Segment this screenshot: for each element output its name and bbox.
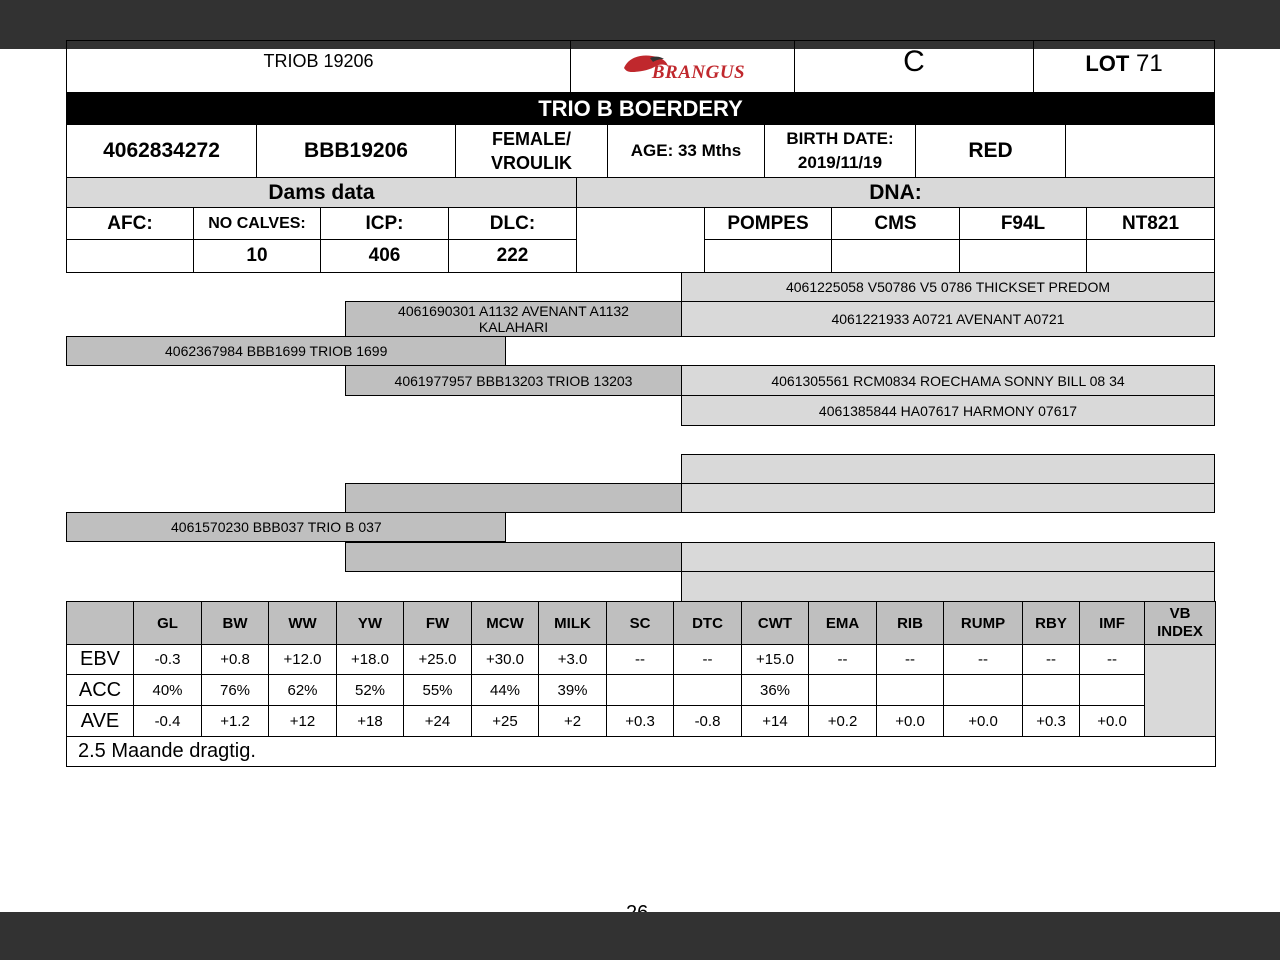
- ebv-value: -0.4: [134, 706, 202, 737]
- ebv-value: +18: [337, 706, 404, 737]
- remark: 2.5 Maande dragtig.: [67, 737, 1216, 767]
- vb-index-line-2: INDEX: [1157, 623, 1203, 640]
- dams-header-no-calves: NO CALVES:: [193, 207, 321, 240]
- viewer-bottom-bar: [0, 912, 1280, 960]
- dams-value-dlc: 222: [448, 239, 577, 273]
- ebv-col-header: RUMP: [944, 602, 1023, 645]
- ebv-value: 36%: [742, 675, 809, 706]
- pedigree-sire-sire-dam: 4061221933 A0721 AVENANT A0721: [681, 301, 1215, 337]
- ebv-value: --: [1023, 645, 1080, 675]
- ebv-value: 44%: [472, 675, 539, 706]
- birth-date-label: BIRTH DATE:: [786, 129, 894, 148]
- dna-header-nt821: NT821: [1086, 207, 1215, 240]
- vb-index-line-1: VB: [1169, 605, 1191, 622]
- ebv-value: +25: [472, 706, 539, 737]
- ebv-value: --: [809, 645, 877, 675]
- sex-line-1: FEMALE/: [492, 129, 571, 149]
- ebv-value: +0.0: [944, 706, 1023, 737]
- ebv-value: -0.8: [674, 706, 742, 737]
- ebv-col-header: YW: [337, 602, 404, 645]
- ebv-col-header-vb-index: [1145, 602, 1216, 645]
- ebv-value: +24: [404, 706, 472, 737]
- farm-title: TRIO B BOERDERY: [66, 92, 1215, 125]
- ebv-table: [66, 601, 1216, 767]
- pedigree-sire-dam-sire: 4061305561 RCM0834 ROECHAMA SONNY BILL 08 34: [681, 365, 1215, 396]
- ebv-col-header: GL: [134, 602, 202, 645]
- ebv-col-header: MILK: [539, 602, 607, 645]
- lot-label: LOT: [1085, 50, 1130, 76]
- lot-number: 71: [1135, 49, 1163, 77]
- pedigree-dam-dam: [345, 542, 682, 572]
- animal-ear-tag: BBB19206: [256, 124, 456, 178]
- grade: C: [903, 44, 925, 78]
- dams-header-dlc: DLC:: [448, 207, 577, 240]
- ebv-col-header: IMF: [1080, 602, 1145, 645]
- ebv-col-header: WW: [269, 602, 337, 645]
- ebv-value: 52%: [337, 675, 404, 706]
- pedigree-sire: 4062367984 BBB1699 TRIOB 1699: [66, 336, 506, 366]
- dna-value-cms: [831, 239, 960, 273]
- brangus-logo: [620, 46, 745, 84]
- dna-header-f94l: F94L: [959, 207, 1087, 240]
- ebv-col-header: RBY: [1023, 602, 1080, 645]
- ebv-value: 62%: [269, 675, 337, 706]
- ebv-value: --: [607, 645, 674, 675]
- ebv-value: +12.0: [269, 645, 337, 675]
- ebv-value: [944, 675, 1023, 706]
- ebv-value: [607, 675, 674, 706]
- dams-value-afc: [66, 239, 194, 273]
- ebv-col-header: FW: [404, 602, 472, 645]
- pedigree-sire-sire-sire: 4061225058 V50786 V5 0786 THICKSET PREDOM: [681, 272, 1215, 302]
- pedigree-sire-sire: 4061690301 A1132 AVENANT A1132 KALAHARI: [345, 301, 682, 337]
- dna-empty-cell: [576, 207, 705, 273]
- ebv-row: [67, 645, 1216, 675]
- ebv-col-header: MCW: [472, 602, 539, 645]
- ebv-value: +0.0: [1080, 706, 1145, 737]
- ebv-value: +25.0: [404, 645, 472, 675]
- ebv-col-header: SC: [607, 602, 674, 645]
- ebv-value: --: [944, 645, 1023, 675]
- pedigree-sire-dam: 4061977957 BBB13203 TRIOB 13203: [345, 365, 682, 396]
- birth-date-value: 2019/11/19: [797, 153, 883, 172]
- ebv-value: +1.2: [202, 706, 269, 737]
- animal-id-number: 4062834272: [66, 124, 257, 178]
- pedigree-dam-dam-sire: [681, 542, 1215, 572]
- ebv-row: [67, 706, 1216, 737]
- ebv-remark-row: [67, 737, 1216, 767]
- animal-sex: [455, 124, 608, 178]
- ebv-col-header: DTC: [674, 602, 742, 645]
- ebv-value: +12: [269, 706, 337, 737]
- ebv-value: -0.3: [134, 645, 202, 675]
- ebv-value: +0.0: [877, 706, 944, 737]
- animal-colour: RED: [915, 124, 1066, 178]
- pedigree-dam-sire: [345, 483, 682, 513]
- triob-code: TRIOB 19206: [263, 51, 374, 71]
- dna-title: DNA:: [576, 177, 1215, 208]
- ebv-corner-cell: [67, 602, 134, 645]
- dams-header-afc: AFC:: [66, 207, 194, 240]
- ebv-value: --: [1080, 645, 1145, 675]
- ebv-value: +0.8: [202, 645, 269, 675]
- brangus-logo-text: BRANGUS: [651, 61, 746, 83]
- ebv-row-label: EBV: [67, 645, 134, 675]
- ebv-value: [809, 675, 877, 706]
- animal-empty-cell: [1065, 124, 1215, 178]
- ebv-value: +30.0: [472, 645, 539, 675]
- ebv-table-area: [66, 601, 1216, 767]
- ebv-value: 76%: [202, 675, 269, 706]
- pedigree-dam-sire-sire: [681, 454, 1215, 484]
- ebv-value: [1080, 675, 1145, 706]
- ebv-col-header: CWT: [742, 602, 809, 645]
- ebv-value: 40%: [134, 675, 202, 706]
- dna-value-f94l: [959, 239, 1087, 273]
- sex-line-2: VROULIK: [491, 153, 572, 173]
- ebv-value: +0.2: [809, 706, 877, 737]
- ebv-value: 55%: [404, 675, 472, 706]
- ebv-header-row: [67, 602, 1216, 645]
- ebv-value: +15.0: [742, 645, 809, 675]
- ebv-row: [67, 675, 1216, 706]
- dams-value-icp: 406: [320, 239, 449, 273]
- ebv-col-header: BW: [202, 602, 269, 645]
- ebv-value: --: [877, 645, 944, 675]
- ebv-value: [1023, 675, 1080, 706]
- ebv-vb-index-value: [1145, 645, 1216, 737]
- ebv-value: +14: [742, 706, 809, 737]
- pedigree-sire-dam-dam: 4061385844 HA07617 HARMONY 07617: [681, 395, 1215, 426]
- ebv-value: +3.0: [539, 645, 607, 675]
- ebv-value: +18.0: [337, 645, 404, 675]
- ebv-col-header: RIB: [877, 602, 944, 645]
- ebv-value: +0.3: [607, 706, 674, 737]
- dna-value-pompes: [704, 239, 832, 273]
- dams-value-no-calves: 10: [193, 239, 321, 273]
- triob-code-cell: [66, 40, 571, 93]
- ebv-col-header: EMA: [809, 602, 877, 645]
- dna-header-cms: CMS: [831, 207, 960, 240]
- pedigree-dam-dam-dam: [681, 571, 1215, 602]
- pedigree-dam: 4061570230 BBB037 TRIO B 037: [66, 512, 506, 542]
- grade-cell: [794, 40, 1034, 93]
- ebv-value: --: [674, 645, 742, 675]
- ebv-value: [877, 675, 944, 706]
- logo-cell: [570, 40, 795, 93]
- dams-data-title: Dams data: [66, 177, 577, 208]
- ebv-value: [674, 675, 742, 706]
- dna-header-pompes: POMPES: [704, 207, 832, 240]
- dna-value-nt821: [1086, 239, 1215, 273]
- ebv-value: +2: [539, 706, 607, 737]
- ebv-row-label: ACC: [67, 675, 134, 706]
- lot-cell: [1033, 40, 1215, 93]
- ebv-value: +0.3: [1023, 706, 1080, 737]
- animal-age: AGE: 33 Mths: [607, 124, 765, 178]
- pedigree-dam-sire-dam: [681, 483, 1215, 513]
- ebv-value: 39%: [539, 675, 607, 706]
- animal-birth-date: [764, 124, 916, 178]
- dams-header-icp: ICP:: [320, 207, 449, 240]
- ebv-row-label: AVE: [67, 706, 134, 737]
